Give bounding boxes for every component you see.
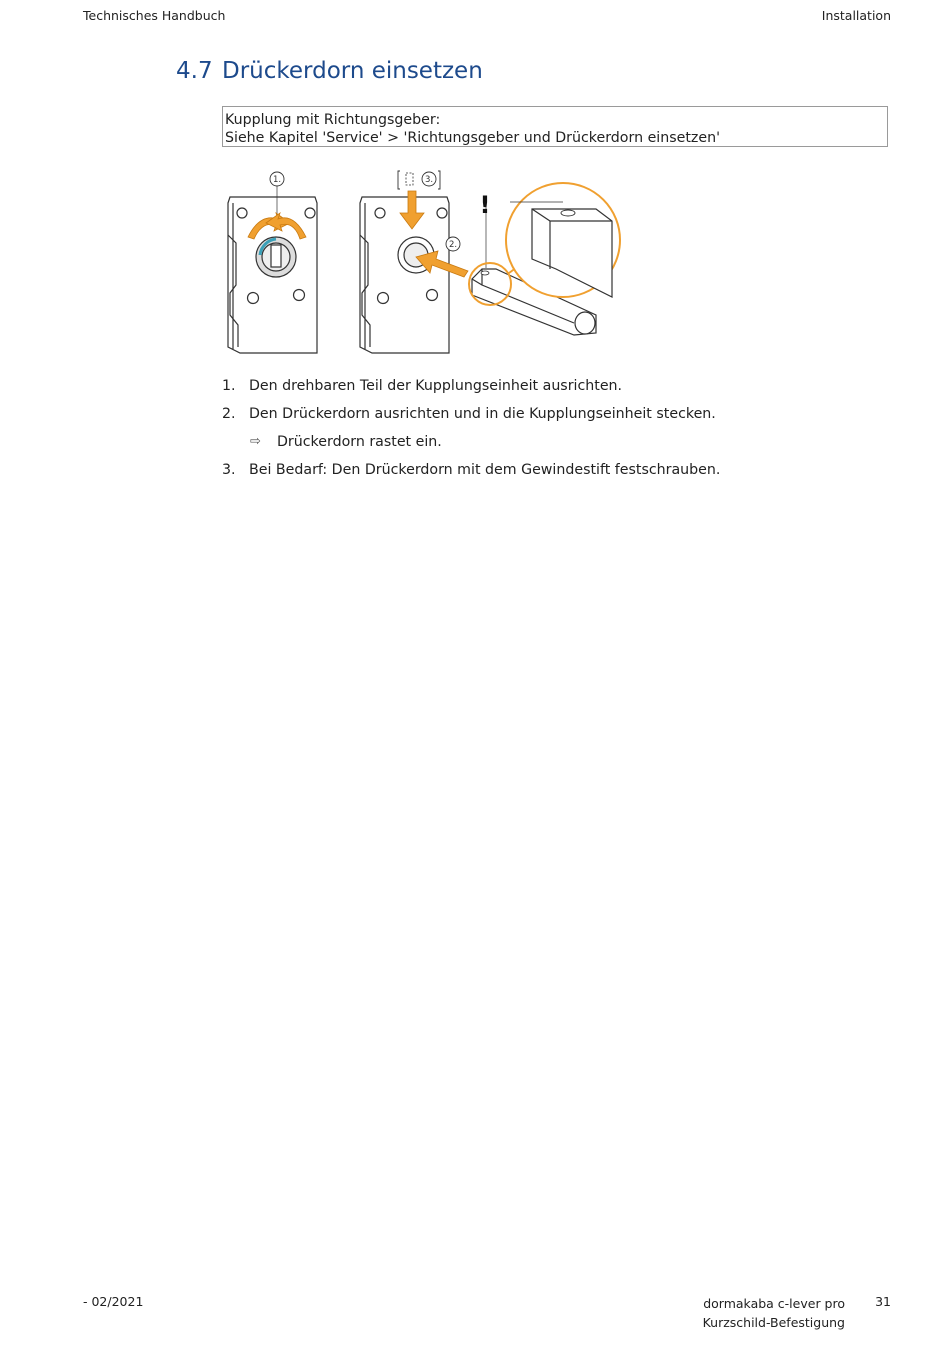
step-number: 1. <box>222 378 236 394</box>
footer-date: - 02/2021 <box>83 1294 144 1309</box>
page-number: 31 <box>875 1294 891 1309</box>
step-number: 3. <box>222 462 236 478</box>
footer-product-info <box>703 1294 845 1332</box>
callout-3: 3. <box>424 175 434 185</box>
callout-2: 2. <box>448 240 458 250</box>
section-title: Drückerdorn einsetzen <box>222 58 483 84</box>
section-heading <box>176 58 483 84</box>
step-text: Den drehbaren Teil der Kupplungseinheit ausrichten. <box>249 378 623 394</box>
running-header-right: Installation <box>821 8 891 23</box>
step-text: Bei Bedarf: Den Drückerdorn mit dem Gewindestift festschrauben. <box>249 462 721 478</box>
coupling-unit-left <box>228 172 317 353</box>
installation-figure <box>220 165 630 360</box>
note-line-1: Kupplung mit Richtungsgeber: <box>225 112 441 128</box>
installation-illustration <box>220 165 630 360</box>
step-number: 2. <box>222 406 236 422</box>
section-number: 4.7 <box>176 58 213 84</box>
footer-product: dormakaba c-lever pro <box>703 1296 845 1311</box>
note-box <box>222 106 888 147</box>
callout-1: 1. <box>272 175 282 185</box>
result-arrow-icon: ⇨ <box>250 434 261 449</box>
warning-icon: ! <box>479 191 491 219</box>
running-header-left: Technisches Handbuch <box>83 8 226 23</box>
result-text: Drückerdorn rastet ein. <box>277 434 442 450</box>
note-line-2: Siehe Kapitel 'Service' > 'Richtungsgeber und Drückerdorn einsetzen' <box>225 130 720 146</box>
footer-variant: Kurzschild-Befestigung <box>702 1315 845 1330</box>
step-text: Den Drückerdorn ausrichten und in die Kupplungseinheit stecken. <box>249 406 716 422</box>
